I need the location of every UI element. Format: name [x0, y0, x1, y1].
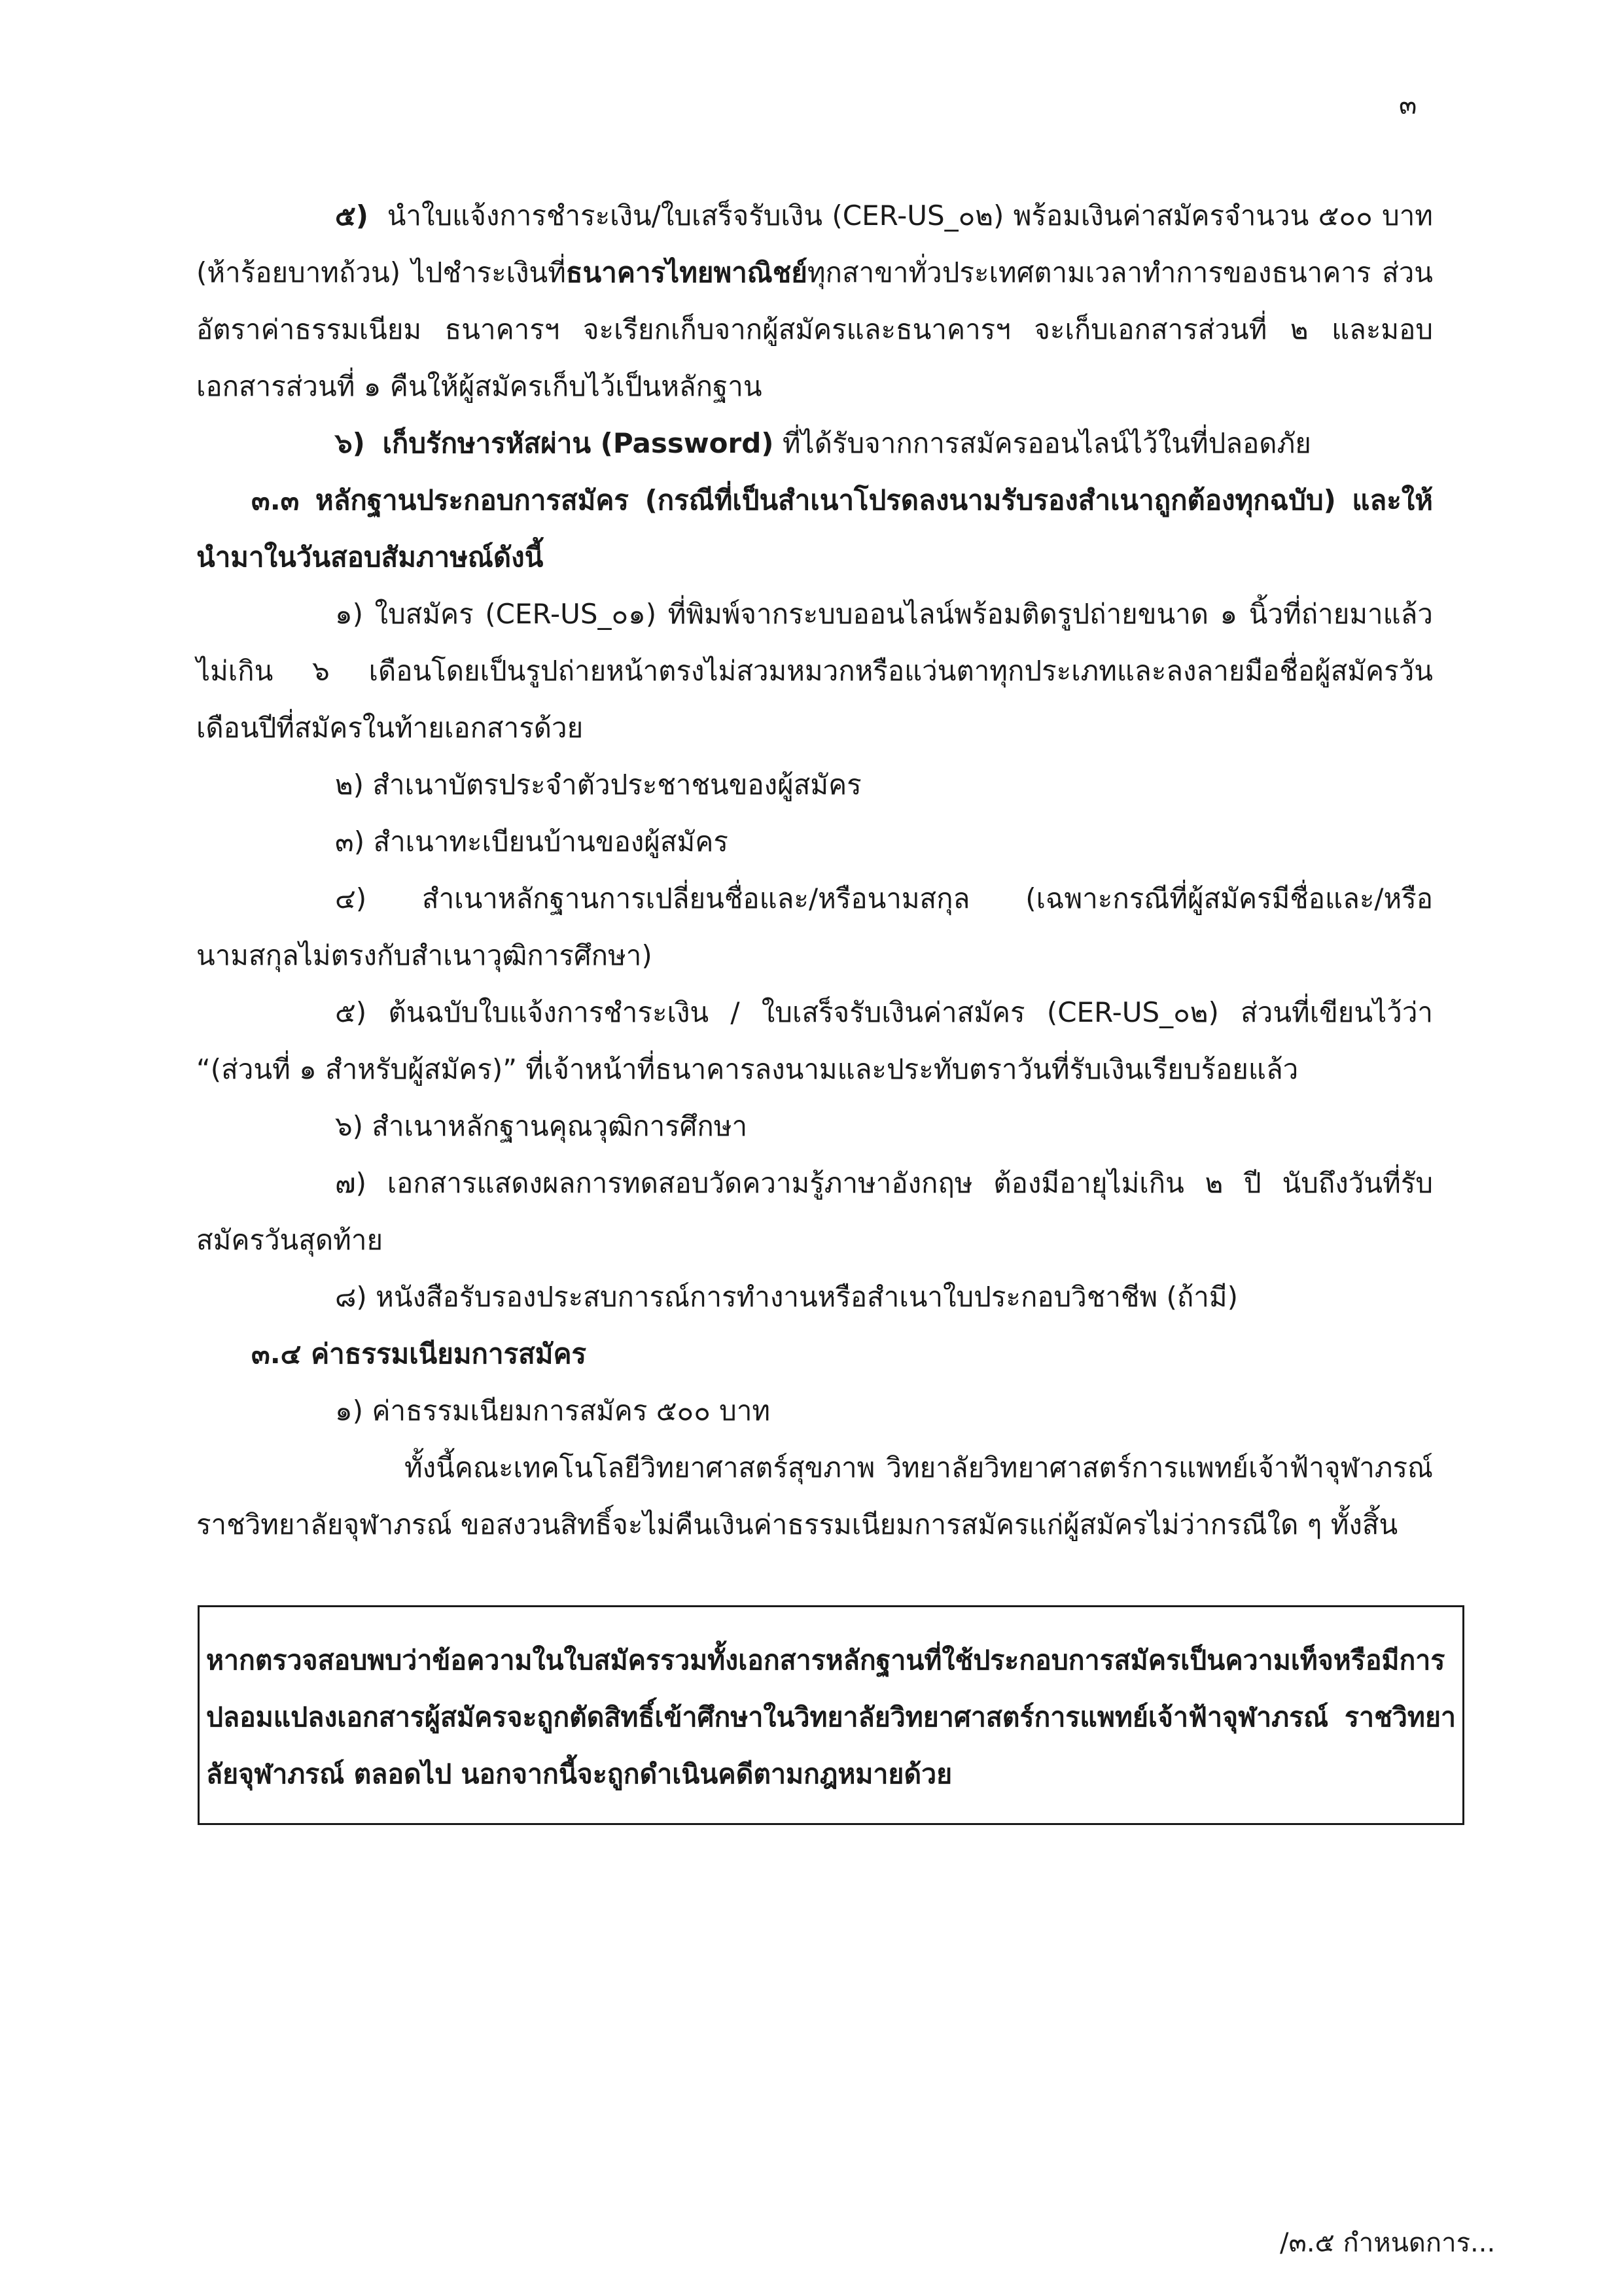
section-3-4-note: ทั้งนี้คณะเทคโนโลยีวิทยาศาสตร์สุขภาพ วิทยาลัยวิทยาศาสตร์การแพทย์เจ้าฟ้าจุฬาภรณ์ ราชวิทยาลัยจุฬาภรณ์ ขอสงวนสิทธิ์จะไม่คืนเงินค่าธรรมเนียมการสมัครแก่ผู้สมัครไม่ว่ากรณีใด ๆ ทั้งสิ้น [196, 1452, 1433, 1540]
item-5-payment [196, 187, 1433, 415]
warning-notice-box [198, 1605, 1464, 1825]
section-3-4-item-1: ๑) ค่าธรรมเนียมการสมัคร ๕๐๐ บาท [335, 1395, 771, 1427]
item-number: ๖) [335, 427, 365, 459]
page-number: ๓ [1399, 90, 1417, 120]
section-3-3-item-2: ๒) สำเนาบัตรประจำตัวประชาชนของผู้สมัคร [335, 769, 862, 801]
section-3-3-item-1: ๑) ใบสมัคร (CER-US_๐๑) ที่พิมพ์จากระบบออนไลน์พร้อมติดรูปถ่ายขนาด ๑ นิ้วที่ถ่ายมาแล้วไม่เกิน ๖ เดือนโดยเป็นรูปถ่ายหน้าตรงไม่สวมหมวกหรือแว่นตาทุกประเภทและลงลายมือชื่อผู้สมัครวันเดือนปีที่สมัครในท้ายเอกสารด้วย [196, 598, 1433, 744]
section-3-3-title: ๓.๓ หลักฐานประกอบการสมัคร (กรณีที่เป็นสำเนาโปรดลงนามรับรองสำเนาถูกต้องทุกฉบับ) และให้นำมาในวันสอบสัมภาษณ์ดังนี้ [196, 484, 1433, 573]
section-3-3-item-7: ๗) เอกสารแสดงผลการทดสอบวัดความรู้ภาษาอังกฤษ ต้องมีอายุไม่เกิน ๒ ปี นับถึงวันที่รับสมัครวันสุดท้าย [196, 1167, 1433, 1256]
item-text: ทุกสาขาทั่วประเทศตามเวลาทำการของธนาคาร ส่วนอัตราค่าธรรมเนียม ธนาคารฯ จะเรียกเก็บจากผู้สมัครและธนาคารฯ จะเก็บเอกสารส่วนที่ ๒ และมอบเอกสารส่วนที่ ๑ คืนให้ผู้สมัครเก็บไว้เป็นหลักฐาน [196, 256, 1433, 402]
item-text: นำใบแจ้งการชำระเงิน/ใบเสร็จรับเงิน (CER-US_๐๒) พร้อมเงินค่าสมัครจำนวน ๕๐๐ บาท (ห้าร้อยบาทถ้วน) ไปชำระเงินที่ [196, 200, 1433, 288]
bank-name: ธนาคารไทยพาณิชย์ [565, 256, 807, 288]
section-3-3-item-5: ๕) ต้นฉบับใบแจ้งการชำระเงิน / ใบเสร็จรับเงินค่าสมัคร (CER-US_๐๒) ส่วนที่เขียนไว้ว่า “(ส่วนที่ ๑ สำหรับผู้สมัคร)” ที่เจ้าหน้าที่ธนาคารลงนามและประทับตราวันที่รับเงินเรียบร้อยแล้ว [196, 996, 1433, 1085]
section-3-3-item-8: ๘) หนังสือรับรองประสบการณ์การทำงานหรือสำเนาใบประกอบวิชาชีพ (ถ้ามี) [335, 1281, 1238, 1313]
document-body [196, 187, 1433, 1553]
section-3-3-item-6: ๖) สำเนาหลักฐานคุณวุฒิการศึกษา [335, 1110, 748, 1142]
item-text: ที่ได้รับจากการสมัครออนไลน์ไว้ในที่ปลอดภัย [773, 427, 1311, 459]
section-3-3-item-4: ๔) สำเนาหลักฐานการเปลี่ยนชื่อและ/หรือนามสกุล (เฉพาะกรณีที่ผู้สมัครมีชื่อและ/หรือนามสกุลไม่ตรงกับสำเนาวุฒิการศึกษา) [196, 882, 1433, 971]
section-3-3-item-3: ๓) สำเนาทะเบียนบ้านของผู้สมัคร [335, 826, 728, 858]
continuation-footer: /๓.๕ กำหนดการ... [1280, 2228, 1496, 2258]
section-3-4-title: ๓.๔ ค่าธรรมเนียมการสมัคร [251, 1338, 587, 1370]
item-number: ๕) [335, 200, 368, 232]
warning-notice-text: หากตรวจสอบพบว่าข้อความในใบสมัครรวมทั้งเอกสารหลักฐานที่ใช้ประกอบการสมัครเป็นความเท็จหรือมีการปลอมแปลงเอกสารผู้สมัครจะถูกตัดสิทธิ์เข้าศึกษาในวิทยาลัยวิทยาศาสตร์การแพทย์เจ้าฟ้าจุฬาภรณ์ ราชวิทยาลัยจุฬาภรณ์ ตลอดไป นอกจากนี้จะถูกดำเนินคดีตามกฎหมายด้วย [206, 1644, 1456, 1790]
item-bold-text: เก็บรักษารหัสผ่าน (Password) [382, 427, 774, 459]
item-6-password [196, 415, 1433, 472]
